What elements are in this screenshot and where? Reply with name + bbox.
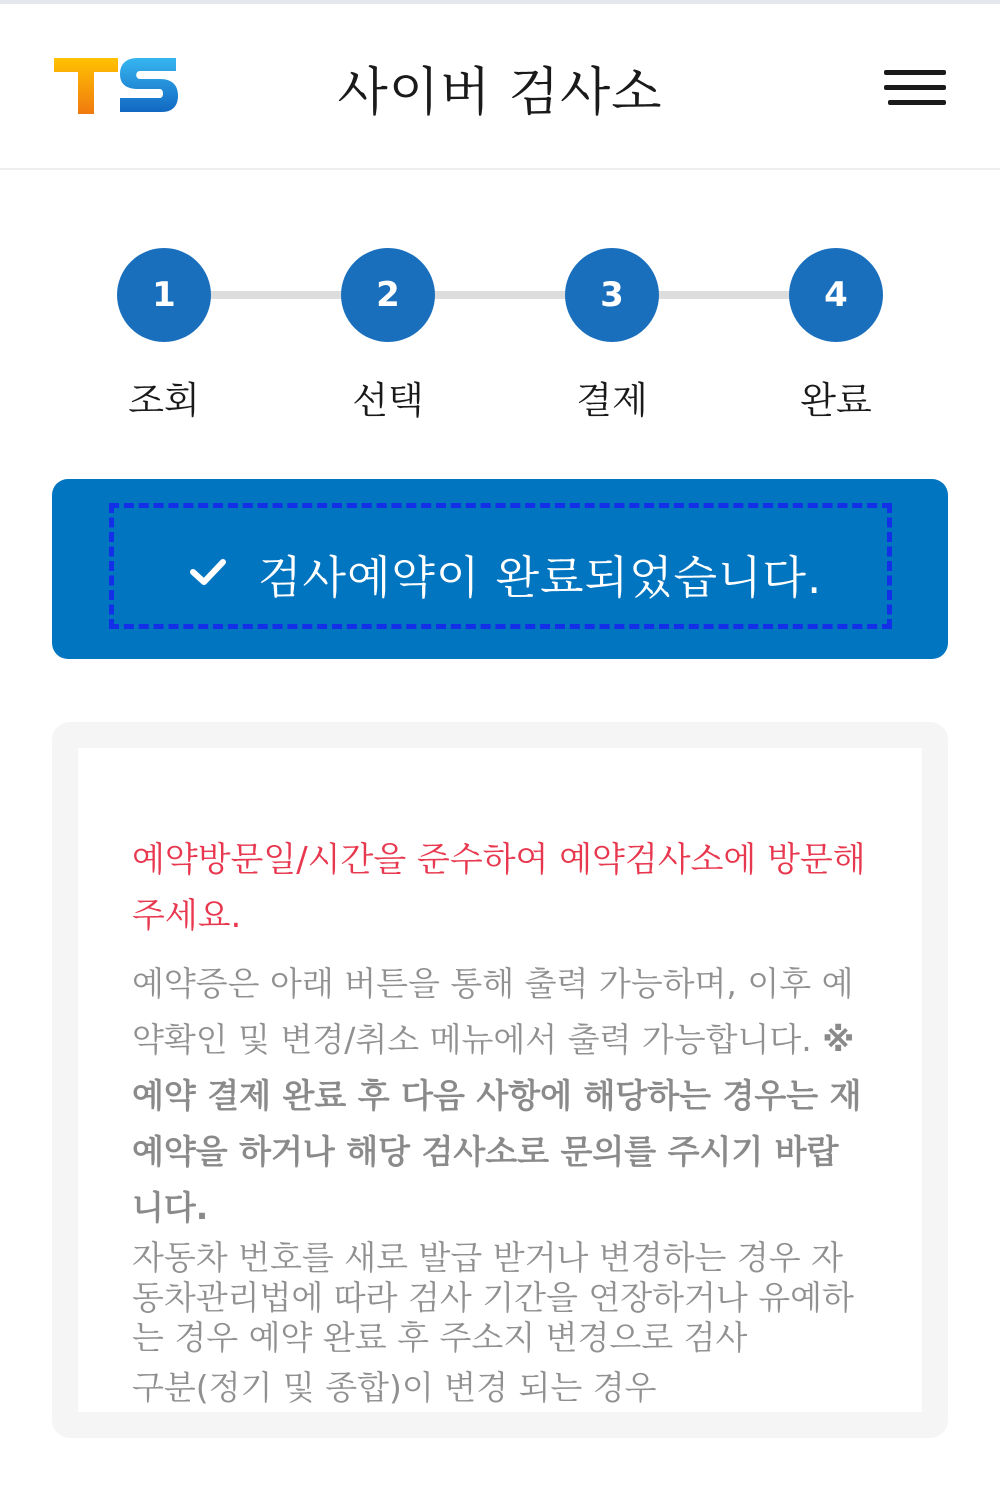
step-number-badge: 4 xyxy=(789,248,883,342)
check-icon xyxy=(188,557,228,587)
menu-line xyxy=(884,85,946,90)
step-number-badge: 2 xyxy=(341,248,435,342)
step-number-badge: 3 xyxy=(565,248,659,342)
step-number-badge: 1 xyxy=(117,248,211,342)
visit-time-warning: 예약방문일/시간을 준수하여 예약검사소에 방문해주세요. xyxy=(132,840,866,936)
step-label: 선택 xyxy=(352,379,424,422)
app-header xyxy=(0,4,1000,170)
step-lookup xyxy=(84,248,244,424)
case-item: 자동차관리법에 따라 검사 기간을 연장하거나 유예하는 경우 예약 완료 후 주소지 변경으로 검사 xyxy=(132,1238,854,1357)
notice-content xyxy=(78,748,922,1412)
reservation-progress-steps xyxy=(0,248,1000,428)
step-label: 완료 xyxy=(800,379,872,422)
step-select xyxy=(308,248,468,424)
step-label: 결제 xyxy=(576,379,648,422)
menu-line xyxy=(884,70,946,75)
rebooking-cases xyxy=(132,1238,868,1408)
notice-body xyxy=(132,956,868,1236)
step-complete xyxy=(756,248,916,424)
reservation-complete-banner xyxy=(52,479,948,659)
step-payment xyxy=(532,248,692,424)
menu-line xyxy=(888,100,946,105)
case-item: 구분(정기 및 종합)이 변경 되는 경우 xyxy=(132,1368,657,1407)
step-label: 조회 xyxy=(128,379,200,422)
page-title: 사이버 검사소 xyxy=(337,63,663,123)
hamburger-menu-icon[interactable] xyxy=(880,68,950,112)
notice-box xyxy=(52,722,948,1438)
print-instructions: 예약증은 아래 버튼을 통해 출력 가능하며, 이후 예약확인 및 변경/취소 메뉴에서 출력 가능합니다. xyxy=(132,964,854,1059)
reservation-complete-message: 검사예약이 완료되었습니다. xyxy=(258,551,823,604)
case-item: 자동차 번호를 새로 발급 받거나 변경하는 경우 xyxy=(132,1238,801,1277)
step-connector-line xyxy=(165,291,837,299)
rebooking-notice: ※ 예약 결제 완료 후 다음 사항에 해당하는 경우는 재 예약을 하거나 해당 검사소로 문의를 주시기 바랍니다. xyxy=(132,1020,862,1227)
